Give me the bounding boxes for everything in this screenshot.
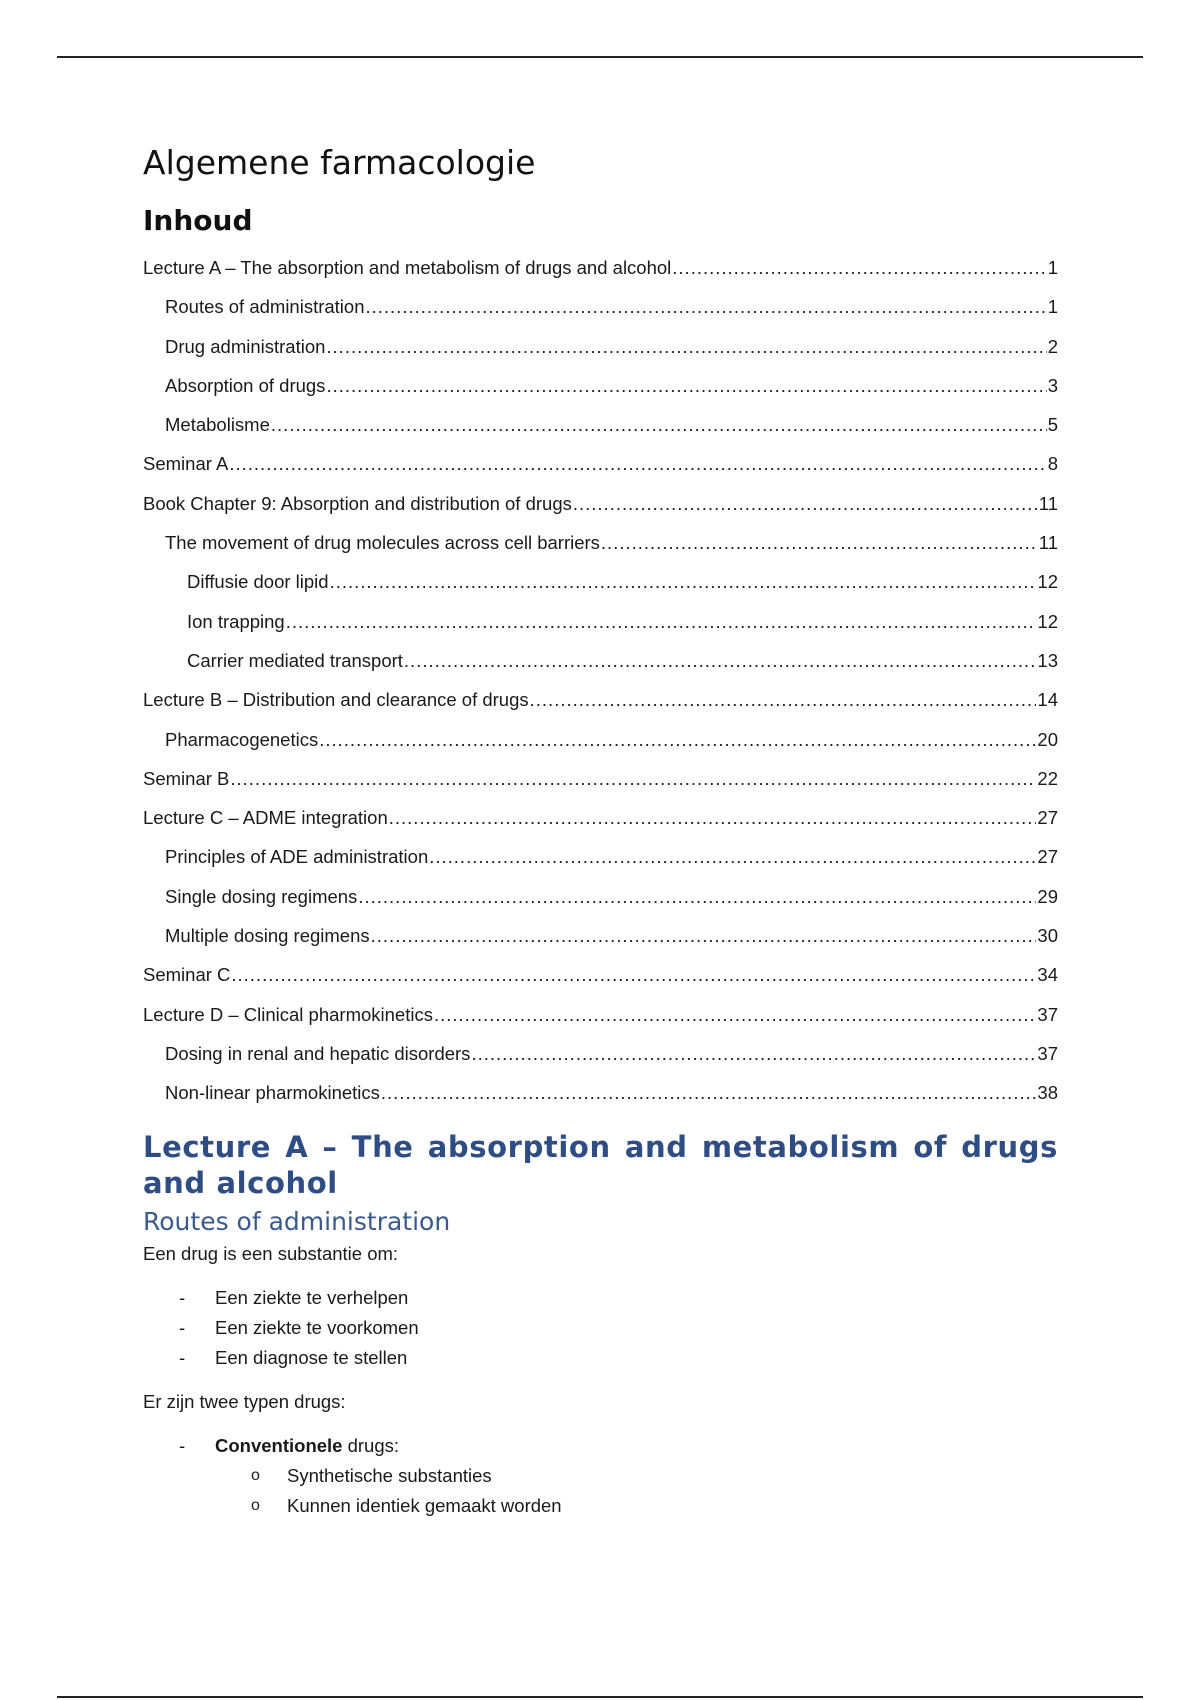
toc-dot-leader xyxy=(358,877,1036,916)
toc-entry[interactable] xyxy=(143,877,1058,916)
toc-dot-leader xyxy=(231,955,1036,994)
toc-dot-leader xyxy=(286,602,1037,641)
sub-list-item xyxy=(215,1461,1058,1491)
toc-entry-page: 14 xyxy=(1037,689,1058,711)
toc-entry-label: Lecture B – Distribution and clearance of drugs xyxy=(143,689,529,711)
toc-entry[interactable] xyxy=(143,444,1058,483)
toc-entry-label: Diffusie door lipid xyxy=(187,571,329,593)
toc-dot-leader xyxy=(229,444,1046,483)
toc-entry-page: 11 xyxy=(1038,532,1058,554)
toc-entry-page: 1 xyxy=(1047,296,1058,318)
footer-rule xyxy=(57,1696,1143,1698)
toc-entry[interactable] xyxy=(143,366,1058,405)
list-item xyxy=(143,1343,1058,1373)
sub-list-item xyxy=(215,1491,1058,1521)
toc-entry-label: Metabolisme xyxy=(165,414,270,436)
toc-entry-label: Seminar B xyxy=(143,767,230,789)
toc-entry-label: Principles of ADE administration xyxy=(165,846,429,868)
toc-entry-label: Multiple dosing regimens xyxy=(165,925,370,947)
dash-bullet: - xyxy=(179,1346,186,1368)
sub-list-item-text: Kunnen identiek gemaakt worden xyxy=(287,1494,562,1516)
toc-entry[interactable] xyxy=(143,602,1058,641)
toc-entry[interactable] xyxy=(143,916,1058,955)
toc-entry-page: 37 xyxy=(1037,1042,1058,1064)
list-item-text: Een diagnose te stellen xyxy=(215,1346,408,1368)
toc-dot-leader xyxy=(601,523,1038,562)
toc-entry[interactable] xyxy=(143,405,1058,444)
circle-bullet: o xyxy=(251,1496,260,1514)
toc-entry[interactable] xyxy=(143,955,1058,994)
dash-bullet: - xyxy=(179,1316,186,1338)
list-item xyxy=(143,1431,1058,1521)
dash-bullet: - xyxy=(179,1286,186,1308)
toc-entry[interactable] xyxy=(143,562,1058,601)
toc-entry-label: Book Chapter 9: Absorption and distribution of drugs xyxy=(143,492,572,514)
toc-entry[interactable] xyxy=(143,523,1058,562)
page-content xyxy=(143,140,1058,1521)
toc-entry-page: 11 xyxy=(1038,492,1058,514)
toc-entry-label: Seminar C xyxy=(143,964,231,986)
toc-dot-leader xyxy=(230,759,1036,798)
toc-dot-leader xyxy=(429,837,1036,876)
toc-entry-label: Absorption of drugs xyxy=(165,374,326,396)
toc-entry-page: 12 xyxy=(1037,571,1058,593)
document-title: Algemene farmacologie xyxy=(143,143,536,182)
purpose-list xyxy=(143,1283,1058,1373)
toc-dot-leader xyxy=(530,680,1037,719)
toc-dot-leader xyxy=(434,995,1036,1034)
drug-types-list xyxy=(143,1431,1058,1521)
toc-dot-leader xyxy=(573,484,1038,523)
toc-dot-leader xyxy=(330,562,1037,601)
types-paragraph: Er zijn twee typen drugs: xyxy=(143,1390,346,1412)
section-heading-1: Lecture A – The absorption and metabolism of drugs and alcohol xyxy=(143,1129,1058,1200)
toc-entry-label: Seminar A xyxy=(143,453,229,475)
toc-entry-page: 38 xyxy=(1037,1082,1058,1104)
table-of-contents xyxy=(143,248,1058,1113)
toc-dot-leader xyxy=(326,366,1046,405)
circle-bullet: o xyxy=(251,1466,260,1484)
list-item-text: drugs: xyxy=(342,1434,400,1456)
sub-list xyxy=(215,1461,1058,1521)
toc-entry-page: 29 xyxy=(1037,885,1058,907)
toc-dot-leader xyxy=(326,327,1046,366)
toc-heading: Inhoud xyxy=(143,204,253,237)
toc-entry[interactable] xyxy=(143,720,1058,759)
toc-entry-page: 8 xyxy=(1047,453,1058,475)
toc-entry-label: Lecture D – Clinical pharmokinetics xyxy=(143,1003,433,1025)
list-item xyxy=(143,1283,1058,1313)
list-item xyxy=(143,1313,1058,1343)
toc-entry-label: Non-linear pharmokinetics xyxy=(165,1082,380,1104)
toc-entry[interactable] xyxy=(143,327,1058,366)
toc-dot-leader xyxy=(371,916,1037,955)
toc-entry-page: 30 xyxy=(1037,925,1058,947)
toc-entry-page: 3 xyxy=(1047,374,1058,396)
toc-entry-page: 12 xyxy=(1037,610,1058,632)
toc-entry[interactable] xyxy=(143,641,1058,680)
toc-dot-leader xyxy=(319,720,1036,759)
toc-entry-page: 37 xyxy=(1037,1003,1058,1025)
section-heading-2: Routes of administration xyxy=(143,1206,451,1236)
toc-entry-page: 27 xyxy=(1037,807,1058,829)
toc-dot-leader xyxy=(381,1073,1037,1112)
dash-bullet: - xyxy=(179,1434,186,1456)
intro-paragraph: Een drug is een substantie om: xyxy=(143,1242,399,1264)
toc-entry-label: Lecture A – The absorption and metabolism of drugs and alcohol xyxy=(143,257,672,278)
toc-entry-label: Dosing in renal and hepatic disorders xyxy=(165,1042,471,1064)
toc-entry-page: 34 xyxy=(1037,964,1058,986)
toc-entry-label: The movement of drug molecules across cell barriers xyxy=(165,532,600,554)
toc-entry[interactable] xyxy=(143,995,1058,1034)
toc-entry[interactable] xyxy=(143,837,1058,876)
toc-entry[interactable] xyxy=(143,759,1058,798)
toc-entry-label: Drug administration xyxy=(165,335,326,357)
toc-entry[interactable] xyxy=(143,484,1058,523)
toc-entry-label: Single dosing regimens xyxy=(165,885,358,907)
toc-entry-page: 1 xyxy=(1047,257,1058,278)
toc-entry-label: Carrier mediated transport xyxy=(187,649,403,671)
toc-entry[interactable] xyxy=(143,287,1058,326)
toc-entry-label: Routes of administration xyxy=(165,296,365,318)
list-item-text: Een ziekte te verhelpen xyxy=(215,1286,409,1308)
toc-entry[interactable] xyxy=(143,248,1058,287)
toc-entry-label: Ion trapping xyxy=(187,610,285,632)
toc-entry-page: 2 xyxy=(1047,335,1058,357)
toc-entry-label: Lecture C – ADME integration xyxy=(143,807,388,829)
toc-entry[interactable] xyxy=(143,680,1058,719)
sub-list-item-text: Synthetische substanties xyxy=(287,1464,492,1486)
toc-entry-page: 20 xyxy=(1037,728,1058,750)
toc-entry-page: 22 xyxy=(1037,767,1058,789)
toc-entry[interactable] xyxy=(143,1034,1058,1073)
toc-entry-page: 13 xyxy=(1037,649,1058,671)
header-rule xyxy=(57,56,1143,58)
toc-dot-leader xyxy=(271,405,1047,444)
toc-entry-page: 27 xyxy=(1037,846,1058,868)
toc-dot-leader xyxy=(471,1034,1036,1073)
list-item-text: Een ziekte te voorkomen xyxy=(215,1316,419,1338)
toc-dot-leader xyxy=(389,798,1037,837)
toc-entry[interactable] xyxy=(143,1073,1058,1112)
toc-entry-label: Pharmacogenetics xyxy=(165,728,319,750)
toc-dot-leader xyxy=(366,287,1047,326)
toc-entry[interactable] xyxy=(143,798,1058,837)
toc-dot-leader xyxy=(404,641,1037,680)
toc-dot-leader xyxy=(672,248,1046,287)
list-item-bold-term: Conventionele xyxy=(215,1434,343,1456)
toc-entry-page: 5 xyxy=(1047,414,1058,436)
